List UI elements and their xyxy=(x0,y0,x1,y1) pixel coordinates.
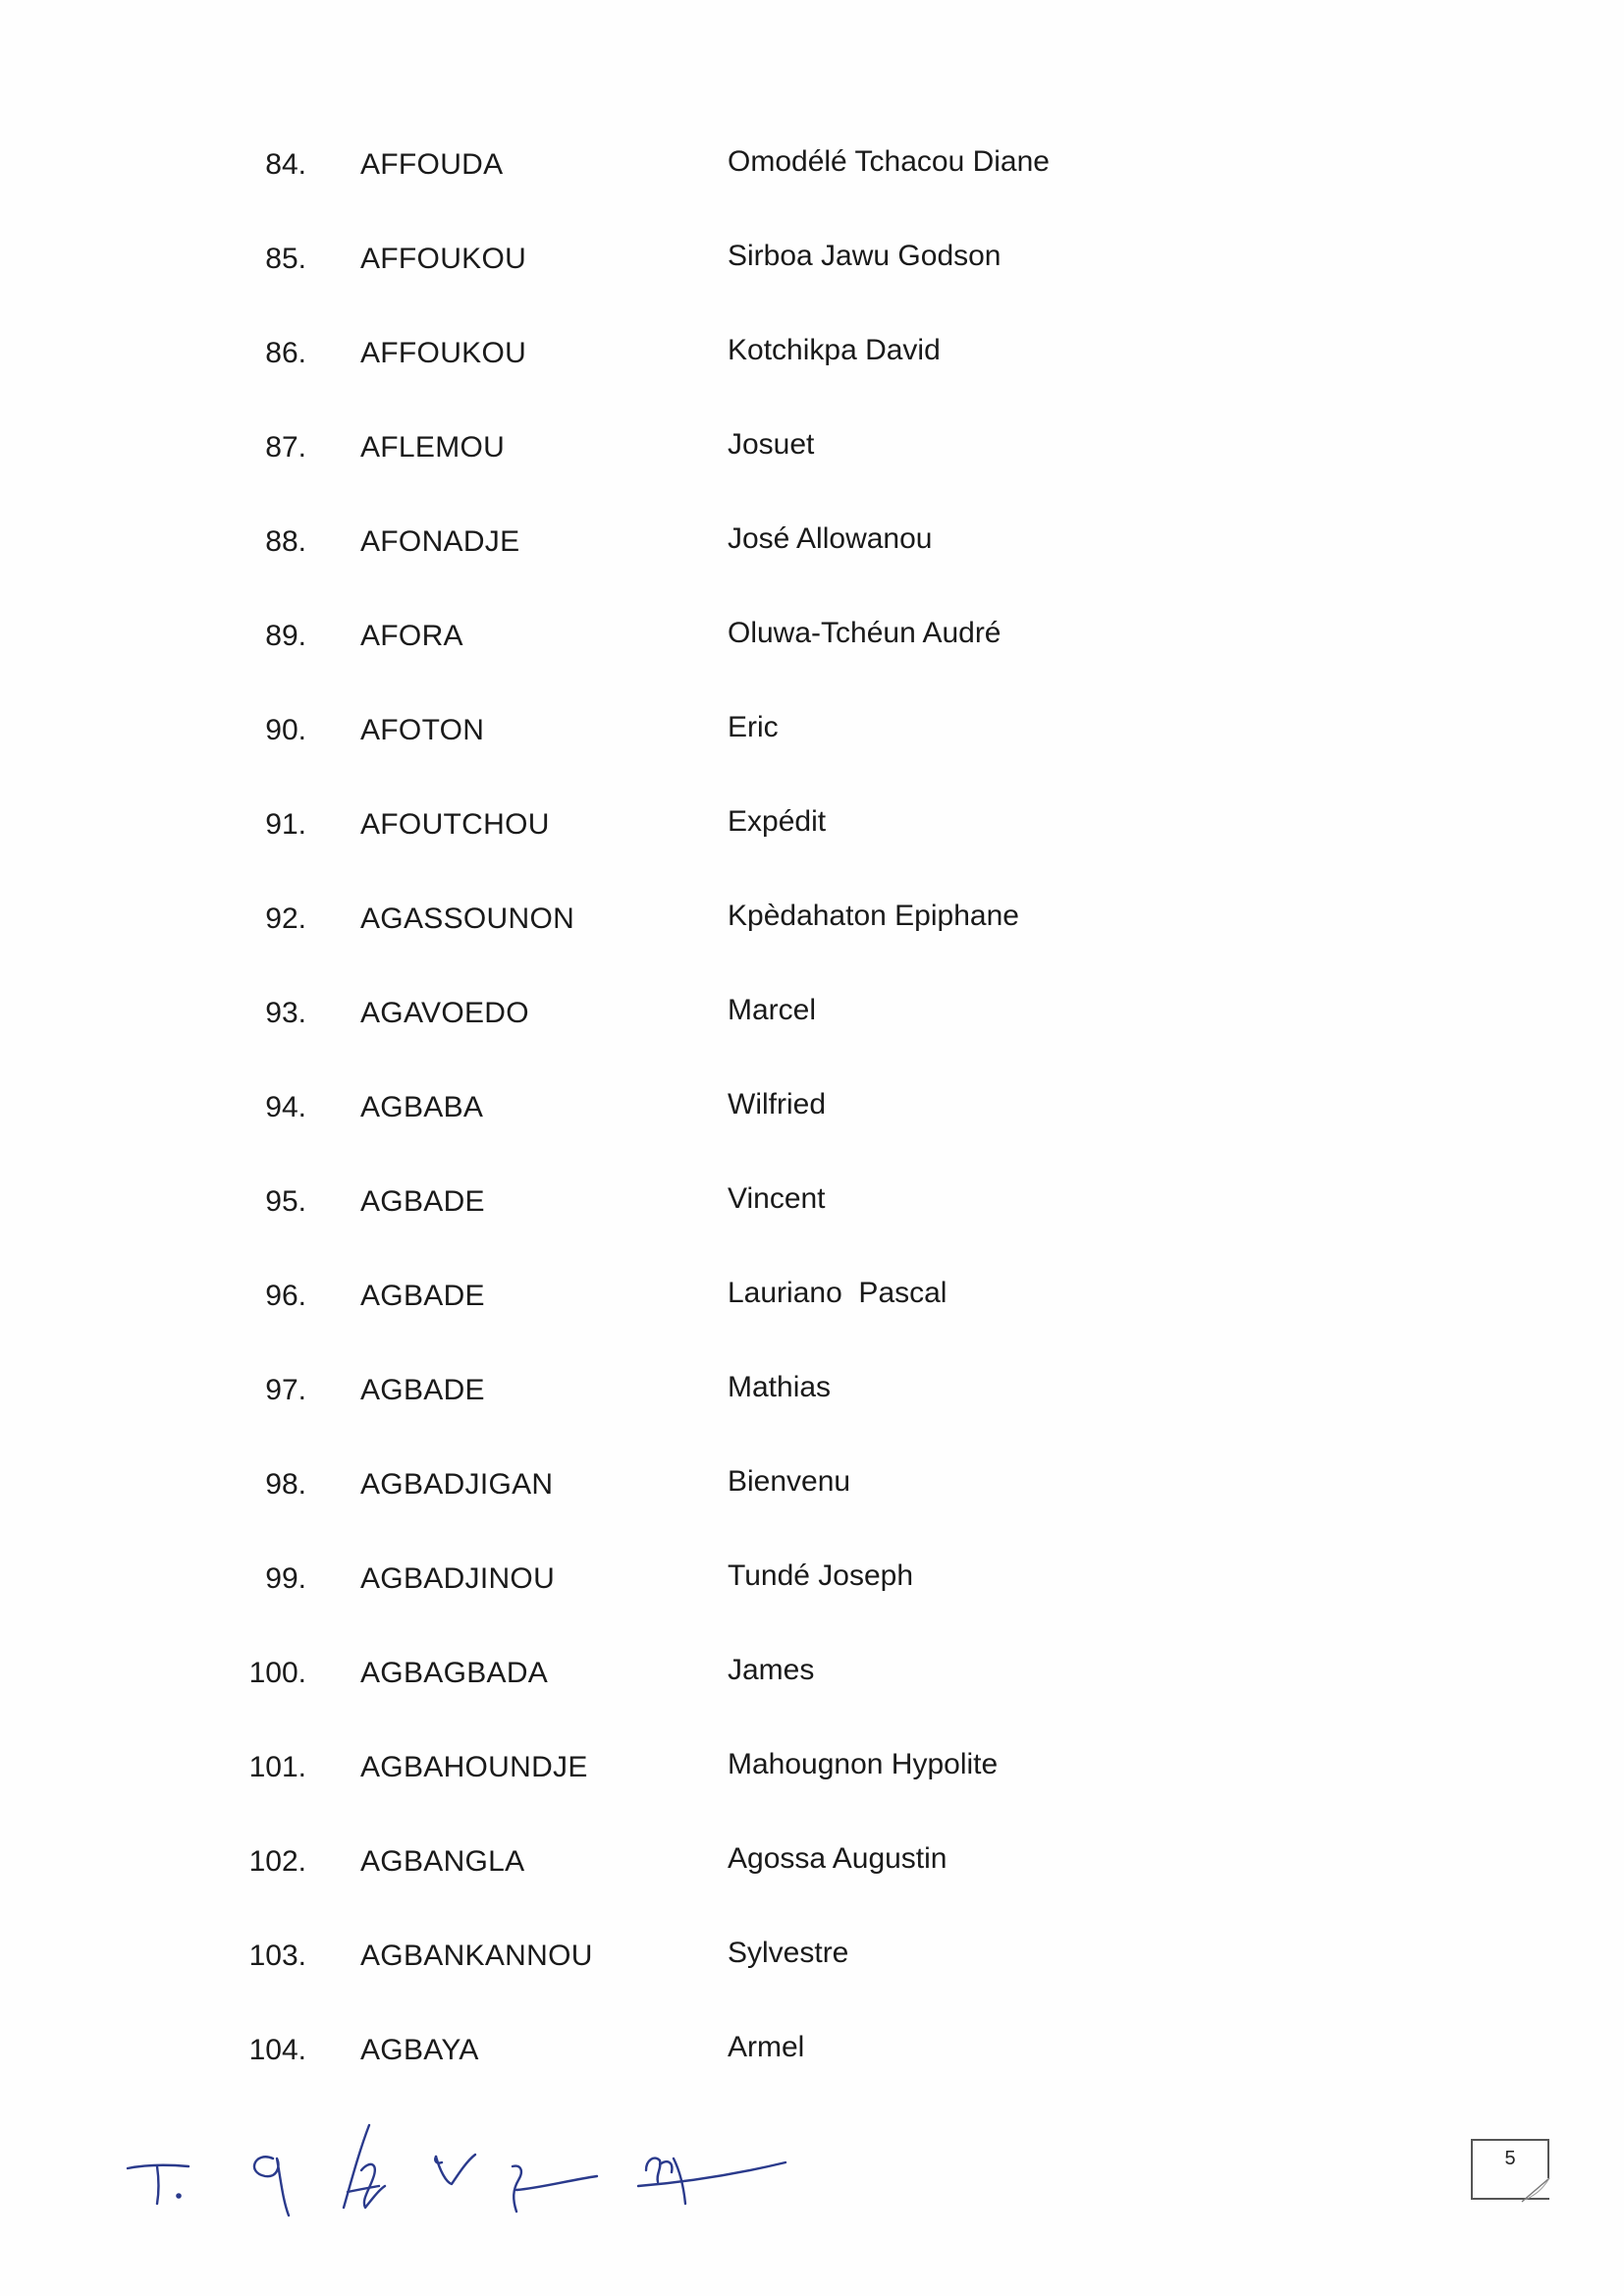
entry-given-names: Mathias xyxy=(728,1371,832,1403)
entry-given-names: Josuet xyxy=(728,428,815,461)
entry-given-names: Mahougnon Hypolite xyxy=(728,1748,999,1780)
list-item xyxy=(0,1844,1624,1939)
entry-number: 94. xyxy=(265,1091,306,1123)
list-item xyxy=(0,619,1624,713)
entry-given-names: Expédit xyxy=(728,805,827,838)
entry-surname: AFONADJE xyxy=(360,525,520,558)
entry-number: 91. xyxy=(265,808,306,841)
entry-number: 86. xyxy=(265,337,306,369)
list-item xyxy=(0,996,1624,1090)
page-curl-icon xyxy=(1520,2174,1553,2204)
list-item xyxy=(0,524,1624,619)
entry-number: 90. xyxy=(265,714,306,746)
entry-surname: AGBADJIGAN xyxy=(360,1468,554,1501)
list-item xyxy=(0,902,1624,996)
entry-given-names: Kpèdahaton Epiphane xyxy=(728,900,1019,932)
list-item xyxy=(0,1279,1624,1373)
entry-given-names: Omodélé Tchacou Diane xyxy=(728,145,1050,178)
entry-number: 104. xyxy=(248,2034,306,2066)
list-item xyxy=(0,1750,1624,1844)
list-item xyxy=(0,1939,1624,2033)
list-item xyxy=(0,713,1624,807)
entry-given-names: Armel xyxy=(728,2031,805,2063)
list-item xyxy=(0,242,1624,336)
entry-given-names: Kotchikpa David xyxy=(728,334,941,366)
entry-number: 85. xyxy=(265,243,306,275)
entry-surname: AFORA xyxy=(360,620,463,652)
entry-surname: AFOUTCHOU xyxy=(360,808,550,841)
entry-given-names: Tundé Joseph xyxy=(728,1559,914,1592)
entry-surname: AFFOUKOU xyxy=(360,243,527,275)
entry-given-names: Sirboa Jawu Godson xyxy=(728,240,1001,272)
entry-number: 87. xyxy=(265,431,306,464)
entry-number: 95. xyxy=(265,1185,306,1218)
entry-number: 97. xyxy=(265,1374,306,1406)
entry-surname: AGASSOUNON xyxy=(360,902,575,935)
entry-number: 84. xyxy=(265,148,306,181)
entry-surname: AGBADJINOU xyxy=(360,1562,556,1595)
entry-number: 102. xyxy=(248,1845,306,1878)
entry-surname: AFOTON xyxy=(360,714,485,746)
entry-given-names: James xyxy=(728,1654,815,1686)
entry-number: 88. xyxy=(265,525,306,558)
entry-surname: AGAVOEDO xyxy=(360,997,529,1029)
entry-given-names: Wilfried xyxy=(728,1088,827,1121)
entry-number: 93. xyxy=(265,997,306,1029)
entry-given-names: Bienvenu xyxy=(728,1465,851,1498)
entry-surname: AGBABA xyxy=(360,1091,484,1123)
entry-given-names: Vincent xyxy=(728,1182,826,1215)
signature-initials-icon xyxy=(108,2102,815,2229)
entry-given-names: Eric xyxy=(728,711,779,743)
list-item xyxy=(0,807,1624,902)
entry-surname: AGBADE xyxy=(360,1374,485,1406)
entry-surname: AGBADE xyxy=(360,1280,485,1312)
entry-surname: AFFOUKOU xyxy=(360,337,527,369)
list-item xyxy=(0,430,1624,524)
entry-given-names: Agossa Augustin xyxy=(728,1842,947,1875)
entry-number: 98. xyxy=(265,1468,306,1501)
entry-given-names: José Allowanou xyxy=(728,522,933,555)
entry-given-names: Lauriano Pascal xyxy=(728,1277,947,1309)
entry-given-names: Oluwa-Tchéun Audré xyxy=(728,617,1001,649)
entry-given-names: Sylvestre xyxy=(728,1937,849,1969)
list-item xyxy=(0,1467,1624,1561)
entry-number: 99. xyxy=(265,1562,306,1595)
entry-surname: AGBAYA xyxy=(360,2034,479,2066)
entry-surname: AGBANGLA xyxy=(360,1845,525,1878)
entry-surname: AGBAHOUNDJE xyxy=(360,1751,588,1783)
entry-surname: AGBANKANNOU xyxy=(360,1940,593,1972)
entry-number: 100. xyxy=(248,1657,306,1689)
page-number: 5 xyxy=(1504,2148,1516,2169)
entry-number: 96. xyxy=(265,1280,306,1312)
entry-surname: AGBAGBADA xyxy=(360,1657,549,1689)
entry-number: 92. xyxy=(265,902,306,935)
entry-surname: AGBADE xyxy=(360,1185,485,1218)
entry-number: 101. xyxy=(248,1751,306,1783)
list-item xyxy=(0,1373,1624,1467)
entry-number: 103. xyxy=(248,1940,306,1972)
list-item xyxy=(0,1561,1624,1656)
entry-surname: AFFOUDA xyxy=(360,148,504,181)
list-item xyxy=(0,147,1624,242)
entry-given-names: Marcel xyxy=(728,994,817,1026)
entry-number: 89. xyxy=(265,620,306,652)
list-item xyxy=(0,1184,1624,1279)
list-item xyxy=(0,336,1624,430)
name-list xyxy=(0,147,1624,2127)
list-item xyxy=(0,1090,1624,1184)
entry-surname: AFLEMOU xyxy=(360,431,506,464)
list-item xyxy=(0,1656,1624,1750)
